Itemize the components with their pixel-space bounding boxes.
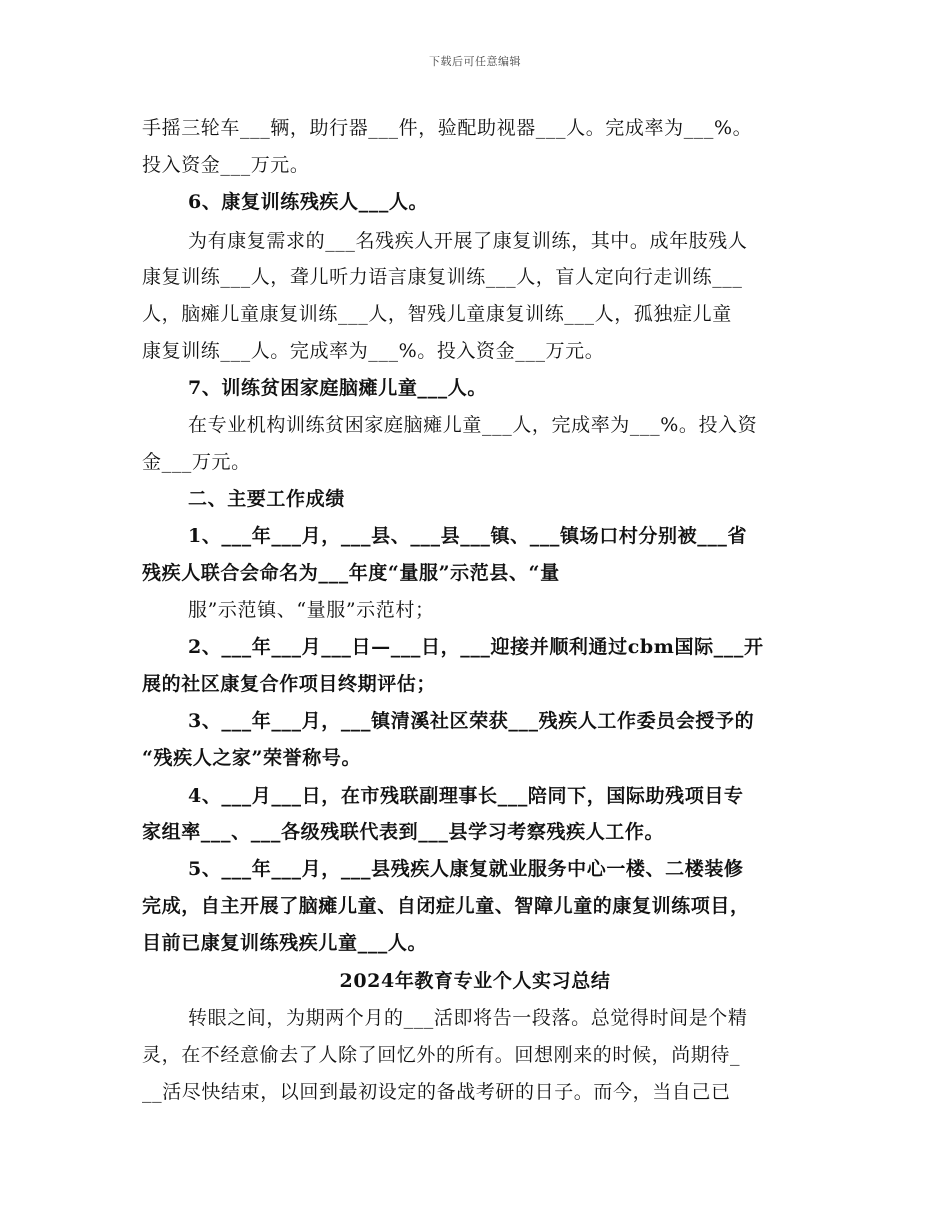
section-heading: 7、训练贫困家庭脑瘫儿童___人。 xyxy=(188,377,487,399)
paragraph-line: 2、___年___月___日—___日，___迎接并顺利通过cbm国际___开 xyxy=(188,636,764,658)
paragraph-line: 投入资金___万元。 xyxy=(142,154,310,176)
paragraph-line: 手摇三轮车___辆，助行器___件，验配助视器___人。完成率为___%。 xyxy=(142,117,753,139)
paragraph-line: 为有康复需求的___名残疾人开展了康复训练，其中。成年肢残人 xyxy=(188,230,748,252)
paragraph-line: __活尽快结束，以回到最初设定的备战考研的日子。而今，当自己已 xyxy=(142,1081,731,1103)
paragraph-line: 人，脑瘫儿童康复训练___人，智残儿童康复训练___人，孤独症儿童 xyxy=(142,303,732,325)
paragraph-line: 家组率___、___各级残联代表到___县学习考察残疾人工作。 xyxy=(142,821,665,843)
paragraph-line: 灵，在不经意偷去了人除了回忆外的所有。回想刚来的时候，尚期待_ xyxy=(142,1044,741,1066)
section-heading: 二、主要工作成绩 xyxy=(188,488,345,510)
paragraph-line: 金___万元。 xyxy=(142,451,251,473)
paragraph-line: 4、___月___日，在市残联副理事长___陪同下，国际助残项目专 xyxy=(188,785,744,807)
paragraph-line: 康复训练___人，聋儿听力语言康复训练___人，盲人定向行走训练___ xyxy=(142,266,743,288)
paragraph-line: 5、___年___月，___县残疾人康复就业服务中心一楼、二楼装修 xyxy=(188,858,744,880)
paragraph-line: 1、___年___月，___县、___县___镇、___镇场口村分别被___省 xyxy=(188,525,748,547)
paragraph-line: 在专业机构训练贫困家庭脑瘫儿童___人，完成率为___%。投入资 xyxy=(188,414,758,436)
paragraph-line: 展的社区康复合作项目终期评估； xyxy=(142,673,437,695)
paragraph-line: 转眼之间，为期两个月的___活即将告一段落。总觉得时间是个精 xyxy=(188,1007,748,1029)
page-header-note: 下载后可任意编辑 xyxy=(429,55,521,68)
paragraph-line: 残疾人联合会命名为___年度“量服”示范县、“量 xyxy=(142,562,560,584)
paragraph-line: 目前已康复训练残疾儿童___人。 xyxy=(142,932,428,954)
paragraph-line: 完成，自主开展了脑瘫儿童、自闭症儿童、智障儿童的康复训练项目， xyxy=(142,895,750,917)
section-heading: 6、康复训练残疾人___人。 xyxy=(188,191,429,213)
paragraph-line: 康复训练___人。完成率为___%。投入资金___万元。 xyxy=(142,340,605,362)
document-title: 2024年教育专业个人实习总结 xyxy=(339,970,611,992)
paragraph-line: “残疾人之家”荣誉称号。 xyxy=(142,747,362,769)
paragraph-line: 服”示范镇、“量服”示范村； xyxy=(188,599,435,621)
paragraph-line: 3、___年___月，___镇清溪社区荣获___残疾人工作委员会授予的 xyxy=(188,710,755,732)
